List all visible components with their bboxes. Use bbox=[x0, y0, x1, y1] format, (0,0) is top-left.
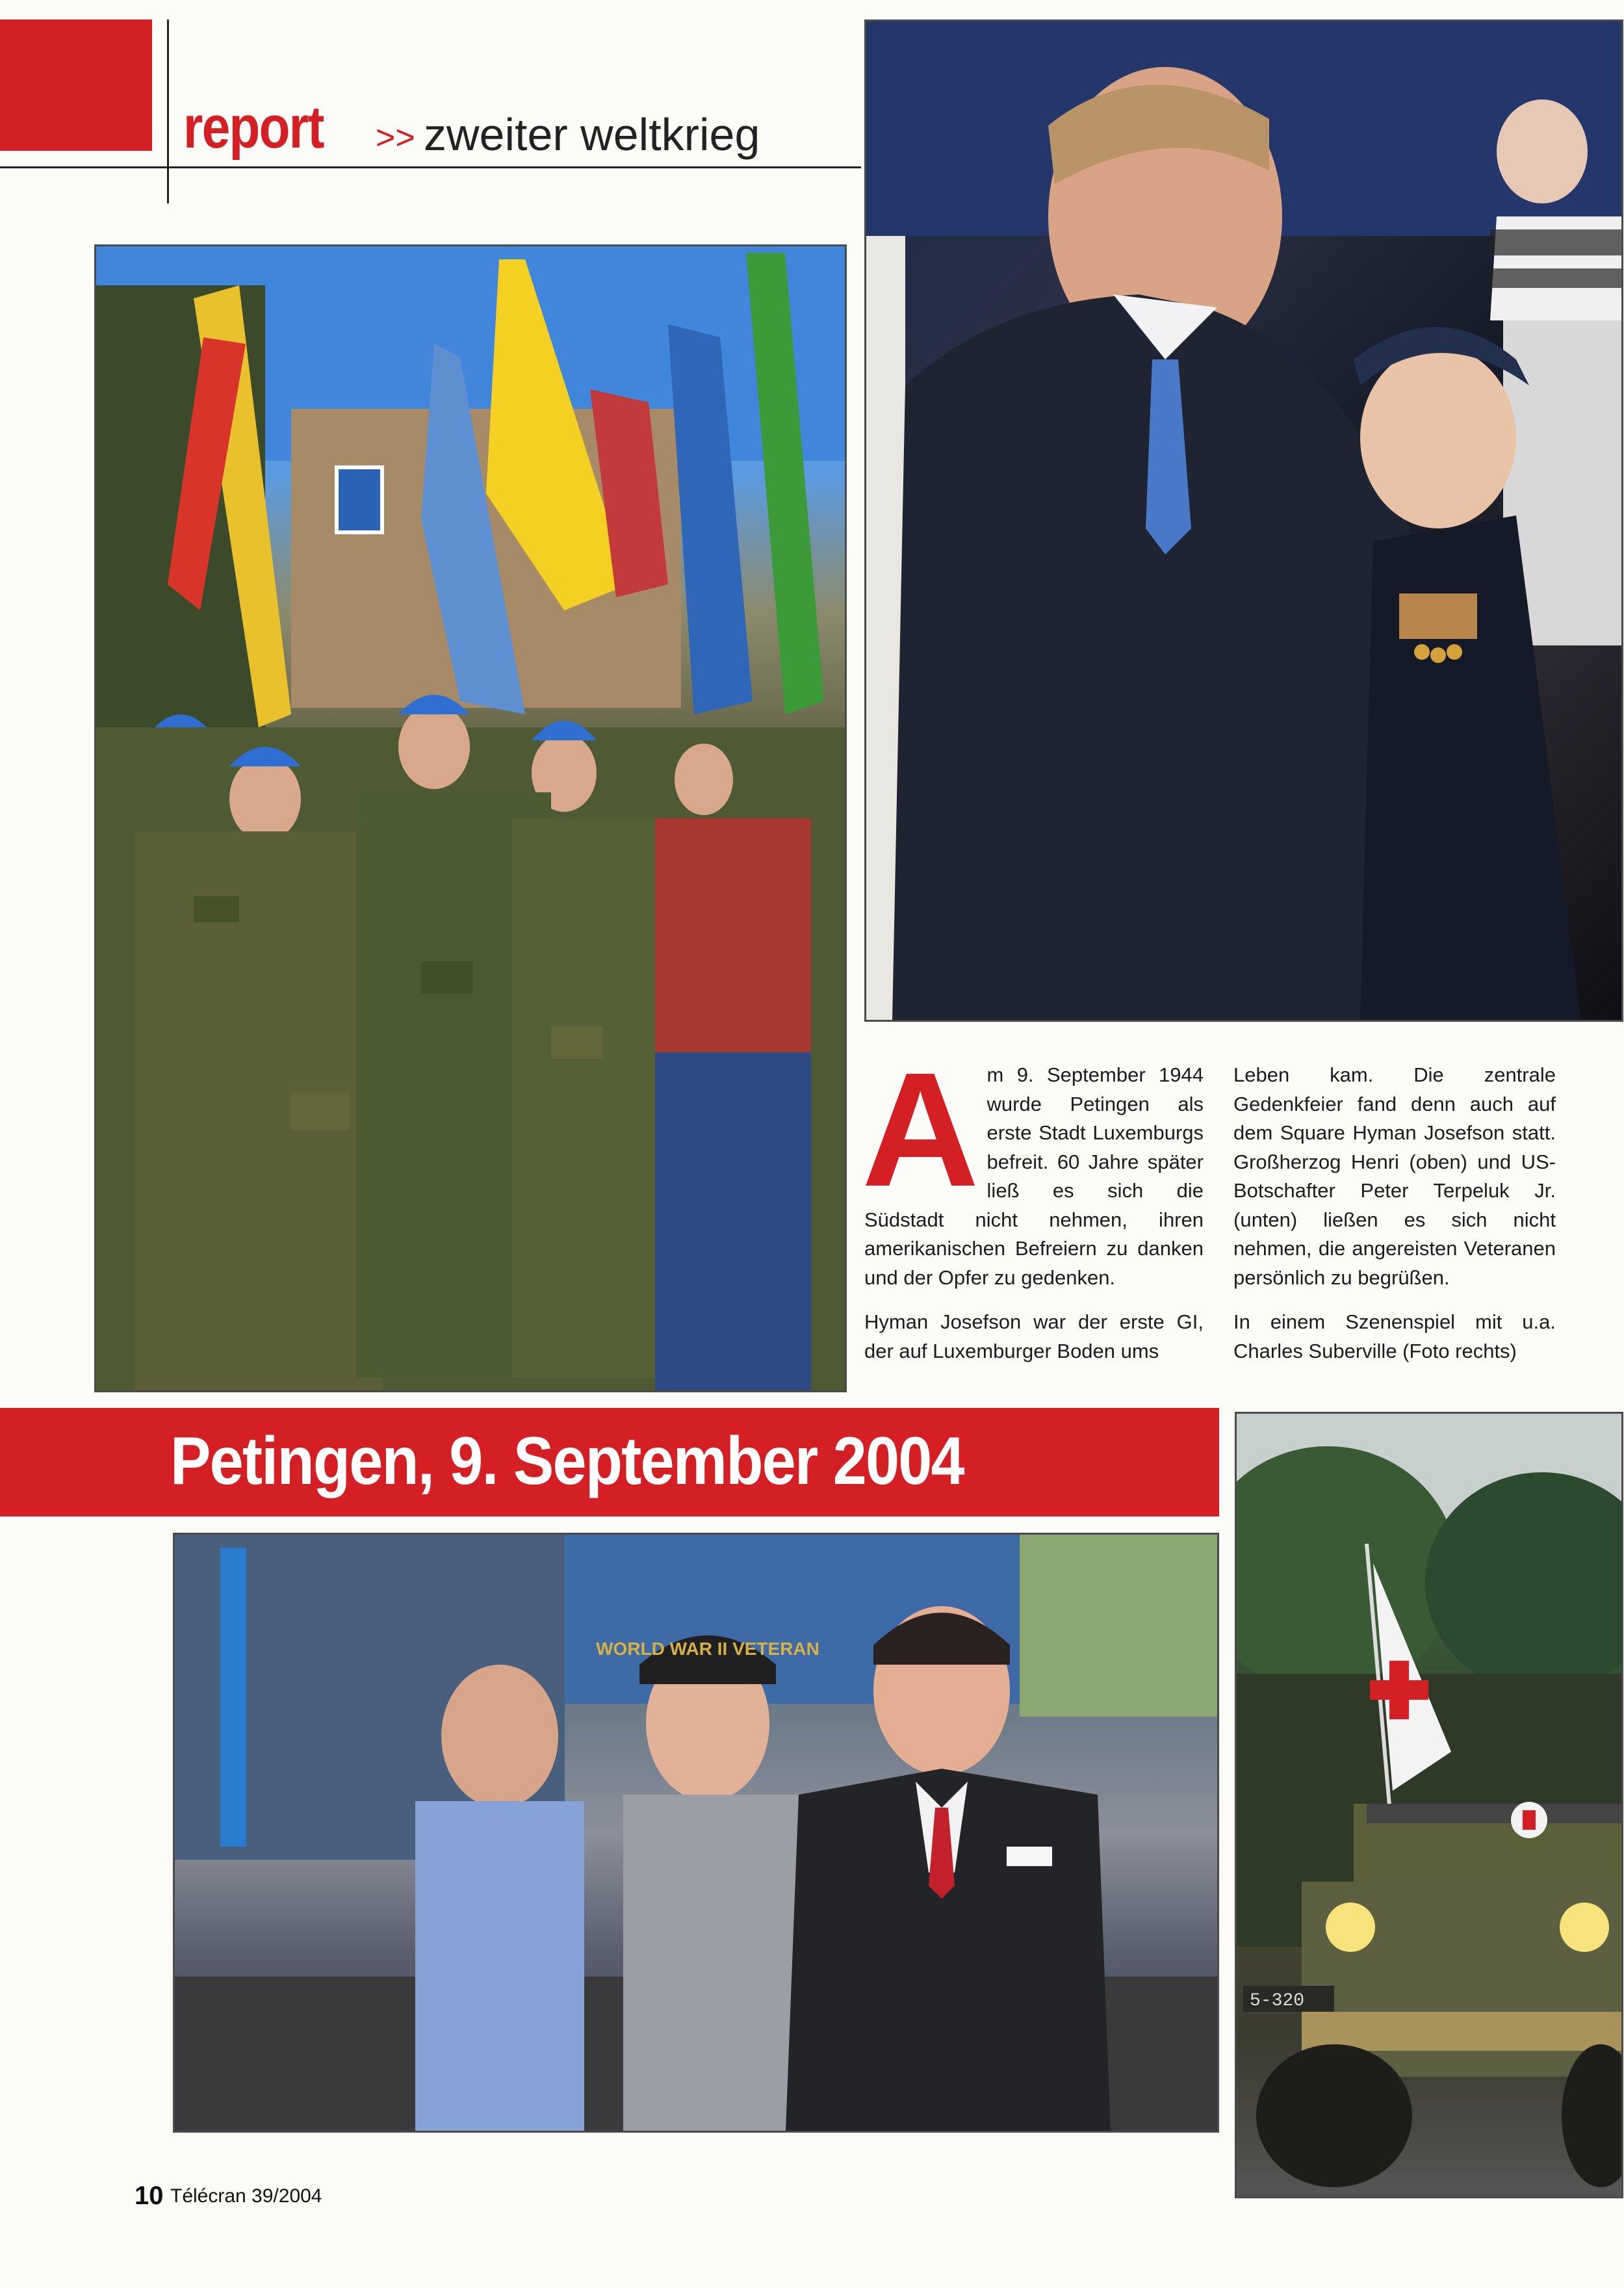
grand-duke-illustration bbox=[866, 21, 1621, 1020]
veterans-march-illustration bbox=[96, 246, 845, 1390]
magazine-issue: Télécran 39/2004 bbox=[170, 2185, 322, 2207]
page-title: Petingen, 9. September 2004 bbox=[170, 1424, 964, 1499]
header-divider-horizontal bbox=[0, 166, 861, 168]
drop-cap: A bbox=[862, 1039, 979, 1220]
photo-veterans-march bbox=[94, 244, 847, 1392]
cap-text: WORLD WAR II VETERAN bbox=[596, 1639, 819, 1659]
ambassador-illustration bbox=[175, 1535, 1217, 2131]
article-paragraph: In einem Szenenspiel mit u.a. Charles Suberville (Foto rechts) bbox=[1233, 1310, 1556, 1362]
section-label: report bbox=[183, 94, 324, 161]
article-paragraph: m 9. September 1944 wurde Petingen als erste Stadt Luxemburgs befreit. 60 Jahre später ließ es sich die Südstadt nicht nehmen, ihren amerikanischen Befreiern zu danken und der Opfer zu gedenken. bbox=[864, 1063, 1204, 1289]
jeep-illustration bbox=[1237, 1414, 1621, 2196]
article-column-right bbox=[1233, 1061, 1556, 1381]
header-divider-vertical bbox=[167, 20, 169, 203]
section-color-tab bbox=[0, 20, 152, 151]
article-paragraph: Leben kam. Die zentrale Gedenkfeier fand denn auch auf dem Square Hyman Josefson statt. Großherzog Henri (oben) und US-Botschafter Peter Terpeluk Jr. (unten) ließen es sich nicht nehmen, die angereisten Veteranen persönlich zu begrüßen. bbox=[1233, 1063, 1556, 1289]
page-number: 10 bbox=[135, 2181, 164, 2210]
photo-army-jeep bbox=[1235, 1412, 1623, 2198]
section-topic: zweiter weltkrieg bbox=[424, 109, 760, 160]
article-column-left bbox=[862, 1039, 1204, 1381]
photo-ambassador-veterans bbox=[173, 1533, 1219, 2133]
breadcrumb-separator: >> bbox=[376, 119, 415, 157]
photo-grand-duke-greeting bbox=[864, 20, 1623, 1022]
article-paragraph: Hyman Josefson war der erste GI, der auf Luxemburger Boden ums bbox=[864, 1310, 1204, 1362]
jeep-plate: 5-320 bbox=[1250, 1991, 1305, 2011]
